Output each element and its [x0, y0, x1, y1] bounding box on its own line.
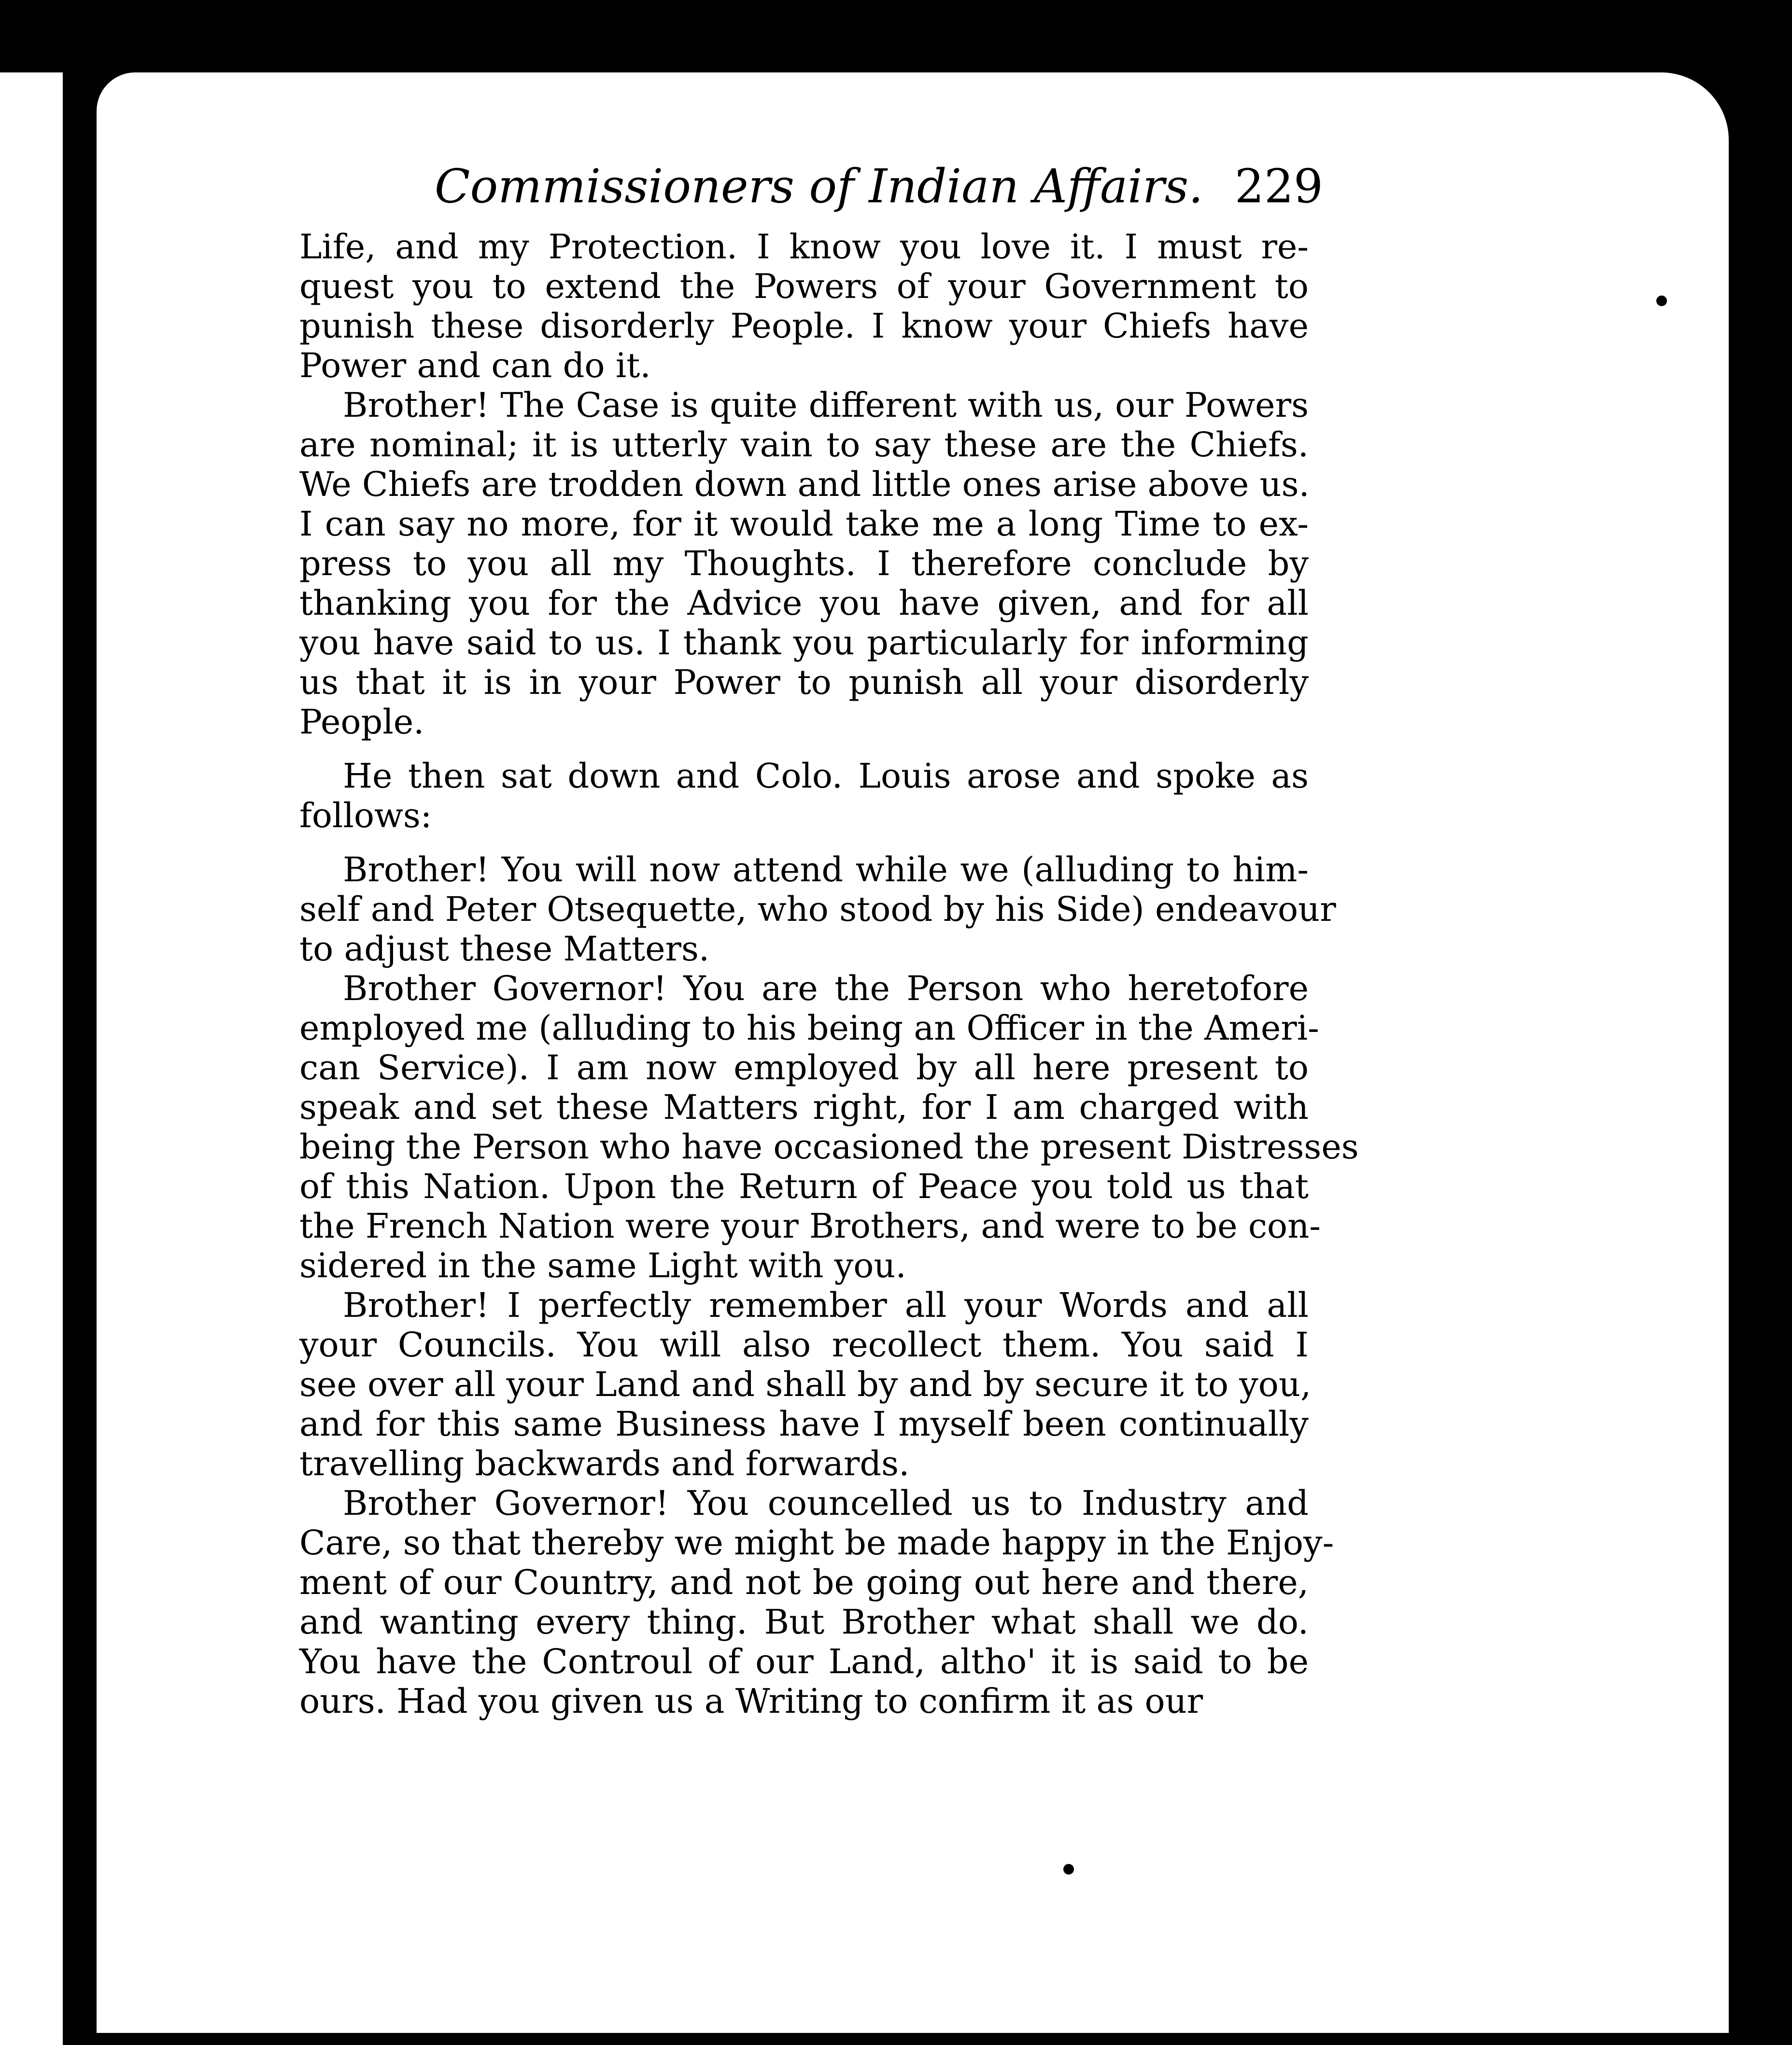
text-line: see over all your Land and shall by and by secure it to you,: [299, 1365, 1312, 1404]
text-line: follows:: [299, 796, 432, 835]
text-line: Care, so that thereby we might be made happy in the Enjoy-: [299, 1523, 1334, 1563]
text-line: Brother Governor! You councelled us to Industry and: [343, 1483, 1309, 1523]
paragraph: [299, 1483, 1334, 1721]
text-line: ours. Had you given us a Writing to confirm it as our: [299, 1681, 1203, 1721]
text-line: travelling backwards and forwards.: [299, 1444, 910, 1483]
text-line: sidered in the same Light with you.: [299, 1246, 906, 1285]
text-line: ment of our Country, and not be going out here and there,: [299, 1563, 1309, 1602]
paragraph: [299, 969, 1359, 1285]
text-line: can Service). I am now employed by all here present to: [299, 1048, 1309, 1087]
ink-speck: [1656, 296, 1667, 306]
text-line: us that it is in your Power to punish all your disorderly: [299, 663, 1309, 702]
text-line: Power and can do it.: [299, 346, 651, 385]
text-line: You have the Controul of our Land, altho' it is said to be: [299, 1642, 1309, 1681]
page-number: 229: [1234, 159, 1323, 213]
text-line: being the Person who have occasioned the present Distresses: [299, 1127, 1359, 1167]
running-head: Commissioners of Indian Affairs.: [435, 159, 1203, 213]
text-line: speak and set these Matters right, for I am charged with: [299, 1087, 1309, 1127]
text-line: Brother Governor! You are the Person who heretofore: [343, 969, 1309, 1008]
text-line: of this Nation. Upon the Return of Peace you told us that: [299, 1167, 1309, 1206]
text-line: I can say no more, for it would take me a long Time to ex-: [299, 504, 1309, 544]
paragraph: [299, 850, 1336, 969]
text-line: thanking you for the Advice you have given, and for all: [299, 583, 1309, 623]
text-line: to adjust these Matters.: [299, 929, 710, 969]
text-line: and wanting every thing. But Brother what shall we do.: [299, 1602, 1309, 1642]
page-edge-strip: [0, 72, 63, 2045]
text-line: your Councils. You will also recollect them. You said I: [299, 1325, 1309, 1365]
text-line: He then sat down and Colo. Louis arose and spoke as: [343, 756, 1309, 796]
paragraph: [299, 1285, 1312, 1483]
paragraph: [299, 227, 1309, 385]
text-line: the French Nation were your Brothers, and were to be con-: [299, 1206, 1321, 1246]
text-line: People.: [299, 702, 424, 742]
ink-speck: [1063, 1864, 1074, 1875]
text-line: quest you to extend the Powers of your Government to: [299, 267, 1309, 306]
text-line: Brother! The Case is quite different with us, our Powers: [343, 385, 1309, 425]
body-text: [299, 227, 1359, 1721]
text-line: and for this same Business have I myself been continually: [299, 1404, 1309, 1444]
page-header: [435, 159, 1323, 227]
text-line: are nominal; it is utterly vain to say these are the Chiefs.: [299, 425, 1309, 465]
text-line: punish these disorderly People. I know your Chiefs have: [299, 306, 1309, 346]
text-line: Life, and my Protection. I know you love it. I must re-: [299, 227, 1309, 267]
text-line: press to you all my Thoughts. I therefore conclude by: [299, 544, 1309, 583]
text-line: Brother! I perfectly remember all your Words and all: [343, 1285, 1309, 1325]
paragraph: [299, 756, 1309, 835]
text-line: Brother! You will now attend while we (alluding to him-: [343, 850, 1309, 889]
text-line: self and Peter Otsequette, who stood by his Side) endeavour: [299, 889, 1336, 929]
text-line: you have said to us. I thank you particularly for informing: [299, 623, 1309, 663]
paragraph: [299, 385, 1309, 742]
text-line: employed me (alluding to his being an Officer in the Ameri-: [299, 1008, 1319, 1048]
text-line: We Chiefs are trodden down and little ones arise above us.: [299, 465, 1310, 504]
